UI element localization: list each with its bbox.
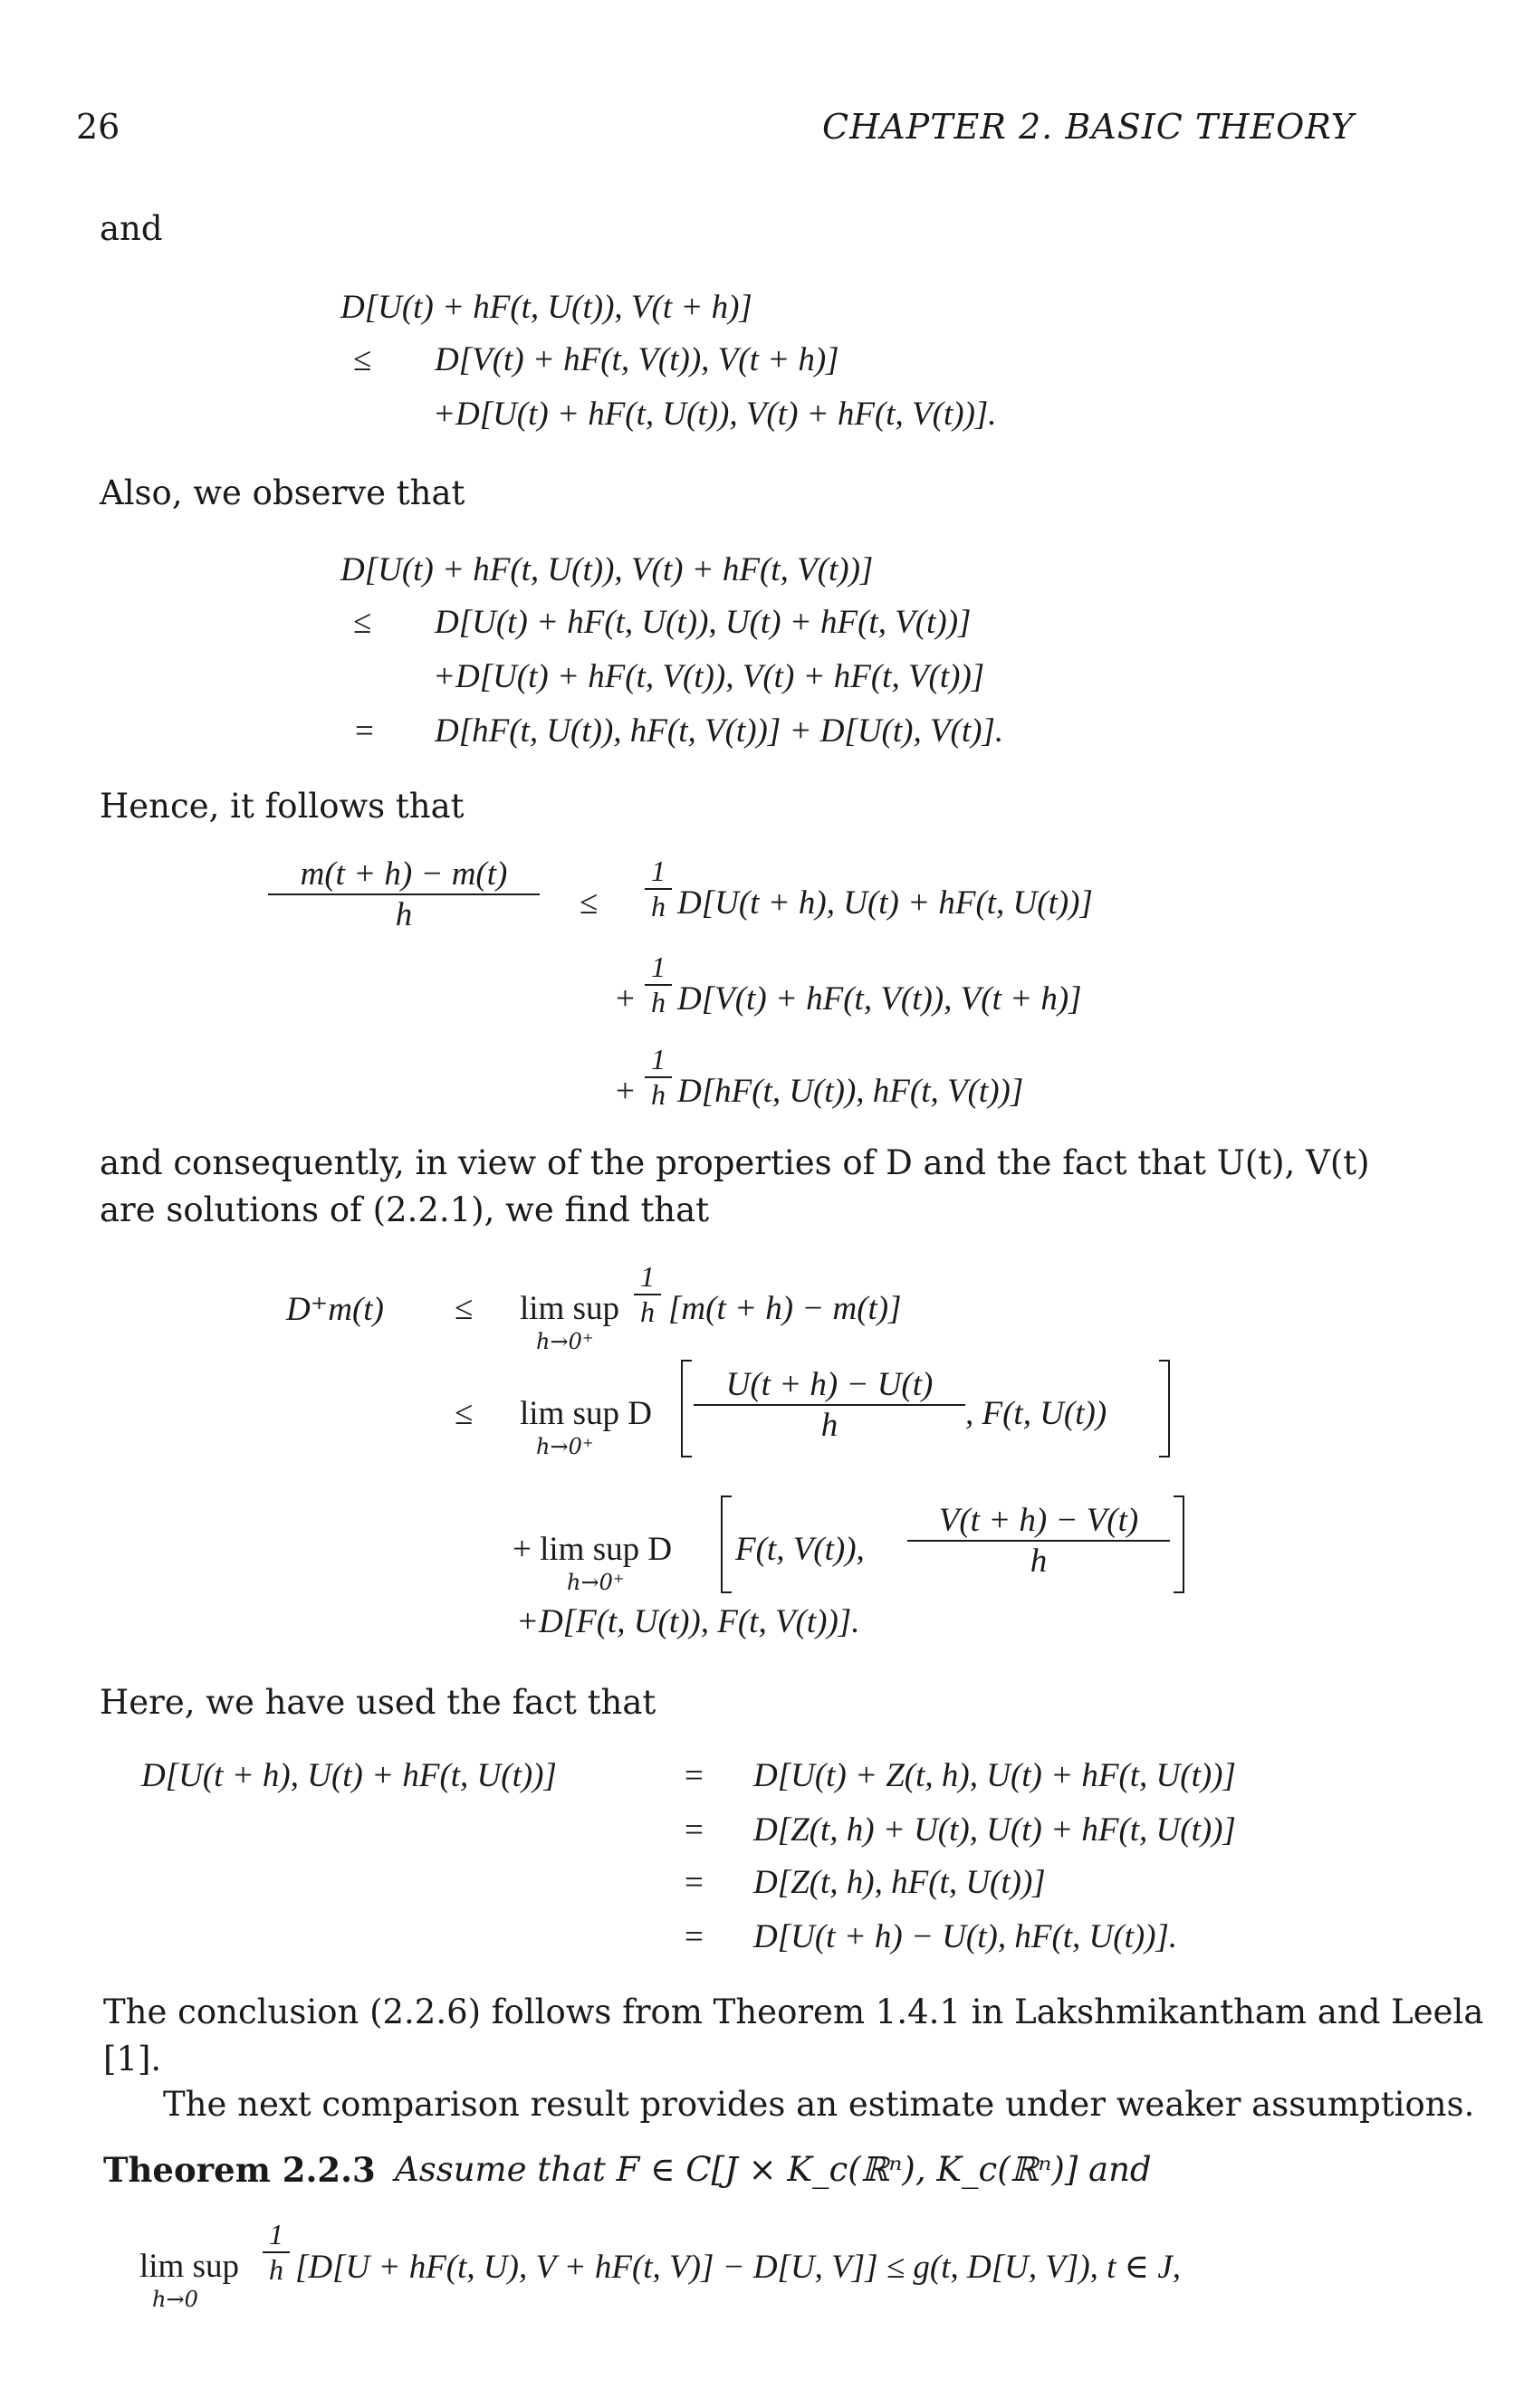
block3-line2: D[V(t) + hF(t, V(t)), V(t + h)]: [677, 980, 1082, 1018]
running-title: CHAPTER 2. BASIC THEORY: [822, 107, 1355, 147]
paragraph-here: Here, we have used the fact that: [100, 1683, 656, 1722]
block5-line3: D[Z(t, h), hF(t, U(t))]: [753, 1864, 1046, 1901]
block3-line3-plus: +: [616, 1073, 635, 1110]
block5-line2: D[Z(t, h) + U(t), U(t) + hF(t, U(t))]: [753, 1811, 1236, 1849]
block4-frac2-numerator: U(t + h) − U(t): [694, 1365, 965, 1406]
block4-limsup1: lim sup: [520, 1290, 619, 1327]
block4-rel1: ≤: [455, 1290, 474, 1327]
block3-frac1: [645, 855, 672, 923]
theorem-label: Theorem 2.2.3: [103, 2150, 376, 2190]
block3-frac1-one: 1: [645, 855, 672, 890]
block2-rel2: =: [355, 712, 374, 750]
block3-frac3: [645, 1043, 672, 1112]
block4-frac1-one: 1: [634, 1260, 661, 1295]
block2-rel1: ≤: [353, 604, 372, 641]
block3-frac3-one: 1: [645, 1043, 672, 1078]
block3-frac2: [645, 951, 672, 1019]
paragraph-also: Also, we observe that: [100, 473, 465, 512]
block4-left-bracket-2: [721, 1495, 732, 1593]
block3-line1: D[U(t + h), U(t) + hF(t, U(t))]: [677, 884, 1093, 922]
block3-frac2-h: h: [651, 986, 666, 1018]
block3-frac2-one: 1: [645, 951, 672, 986]
block5-lhs: D[U(t + h), U(t) + hF(t, U(t))]: [141, 1757, 557, 1794]
block5-rel3: =: [685, 1864, 704, 1901]
block6-frac: [263, 2218, 290, 2287]
block4-frac3-numerator: V(t + h) − V(t): [907, 1501, 1170, 1542]
block3-lhs-fraction: [268, 855, 540, 934]
paragraph-consequently-line1: and consequently, in view of the properties of D and the fact that U(t), V(t): [100, 1143, 1370, 1182]
block3-frac1-h: h: [651, 890, 666, 922]
block3-rel: ≤: [580, 884, 599, 922]
paragraph-consequently-line2: are solutions of (2.2.1), we find that: [100, 1190, 710, 1229]
block6-limsup: lim sup: [139, 2248, 239, 2285]
block5-rel1: =: [685, 1757, 704, 1794]
block2-line3: +D[U(t) + hF(t, V(t)), V(t) + hF(t, V(t))]: [433, 658, 985, 695]
block4-rel2: ≤: [455, 1395, 474, 1432]
block4-sub3: h→0⁺: [567, 1570, 625, 1595]
theorem-statement: Assume that F ∈ C[J × K_c(ℝⁿ), K_c(ℝⁿ)] and: [395, 2150, 1152, 2189]
block4-right-bracket-2: [1174, 1495, 1184, 1593]
block4-left-bracket-1: [681, 1360, 692, 1457]
block6-frac-h: h: [269, 2253, 283, 2286]
block4-sub2: h→0⁺: [536, 1434, 594, 1459]
block5-line1: D[U(t) + Z(t, h), U(t) + hF(t, U(t))]: [753, 1757, 1236, 1794]
block4-line3-head: F(t, V(t)),: [735, 1531, 865, 1568]
block5-rel2: =: [685, 1811, 704, 1849]
block3-frac3-h: h: [651, 1078, 666, 1111]
block3-lhs-numerator: m(t + h) − m(t): [268, 855, 540, 895]
block1-rel: ≤: [353, 341, 372, 378]
page-number: 26: [76, 107, 120, 147]
block1-line1: D[U(t) + hF(t, U(t)), V(t + h)]: [340, 289, 752, 326]
block4-limsupD: lim sup D: [520, 1395, 652, 1432]
block4-line3-prefix: + lim sup D: [513, 1531, 673, 1568]
block6-sub: h→0: [152, 2287, 198, 2312]
block5-line4: D[U(t + h) − U(t), hF(t, U(t))].: [753, 1918, 1178, 1955]
block4-frac1: [634, 1260, 661, 1329]
paragraph-conclusion-line2: [1].: [103, 2040, 162, 2078]
block4-frac3-denominator: h: [1030, 1543, 1048, 1580]
block4-frac2: [694, 1365, 965, 1445]
block3-line2-plus: +: [616, 980, 635, 1018]
paragraph-next: The next comparison result provides an estimate under weaker assumptions.: [163, 2085, 1475, 2124]
block4-right-bracket-1: [1159, 1360, 1170, 1457]
block2-line2: D[U(t) + hF(t, U(t)), U(t) + hF(t, V(t))]: [435, 604, 972, 641]
block4-sub1: h→0⁺: [536, 1329, 594, 1354]
block4-line4: +D[F(t, U(t)), F(t, V(t))].: [516, 1603, 860, 1640]
block6-line: [D[U + hF(t, U), V + hF(t, V)] − D[U, V]] ≤ g(t, D[U, V]), t ∈ J,: [295, 2249, 1181, 2286]
block2-line1: D[U(t) + hF(t, U(t)), V(t) + hF(t, V(t))]: [340, 551, 874, 588]
block5-rel4: =: [685, 1918, 704, 1955]
block2-line4: D[hF(t, U(t)), hF(t, V(t))] + D[U(t), V(t)].: [435, 712, 1004, 750]
block4-frac3: [907, 1501, 1170, 1581]
paragraph-conclusion-line1: The conclusion (2.2.6) follows from Theorem 1.4.1 in Lakshmikantham and Leela: [103, 1992, 1484, 2031]
paragraph-and: and: [100, 209, 163, 248]
block1-line2: D[V(t) + hF(t, V(t)), V(t + h)]: [435, 341, 839, 378]
block4-lhs: D⁺m(t): [286, 1291, 384, 1328]
block4-frac2-denominator: h: [820, 1407, 838, 1444]
block3-line3: D[hF(t, U(t)), hF(t, V(t))]: [677, 1073, 1024, 1110]
block4-line2-tail: , F(t, U(t)): [965, 1395, 1107, 1432]
paragraph-hence: Hence, it follows that: [100, 787, 465, 826]
block6-frac-one: 1: [263, 2218, 290, 2253]
block4-frac1-h: h: [640, 1295, 655, 1328]
block4-line1: [m(t + h) − m(t)]: [668, 1290, 902, 1327]
block3-lhs-denominator: h: [395, 896, 413, 933]
block1-line3: +D[U(t) + hF(t, U(t)), V(t) + hF(t, V(t))].: [433, 396, 997, 433]
